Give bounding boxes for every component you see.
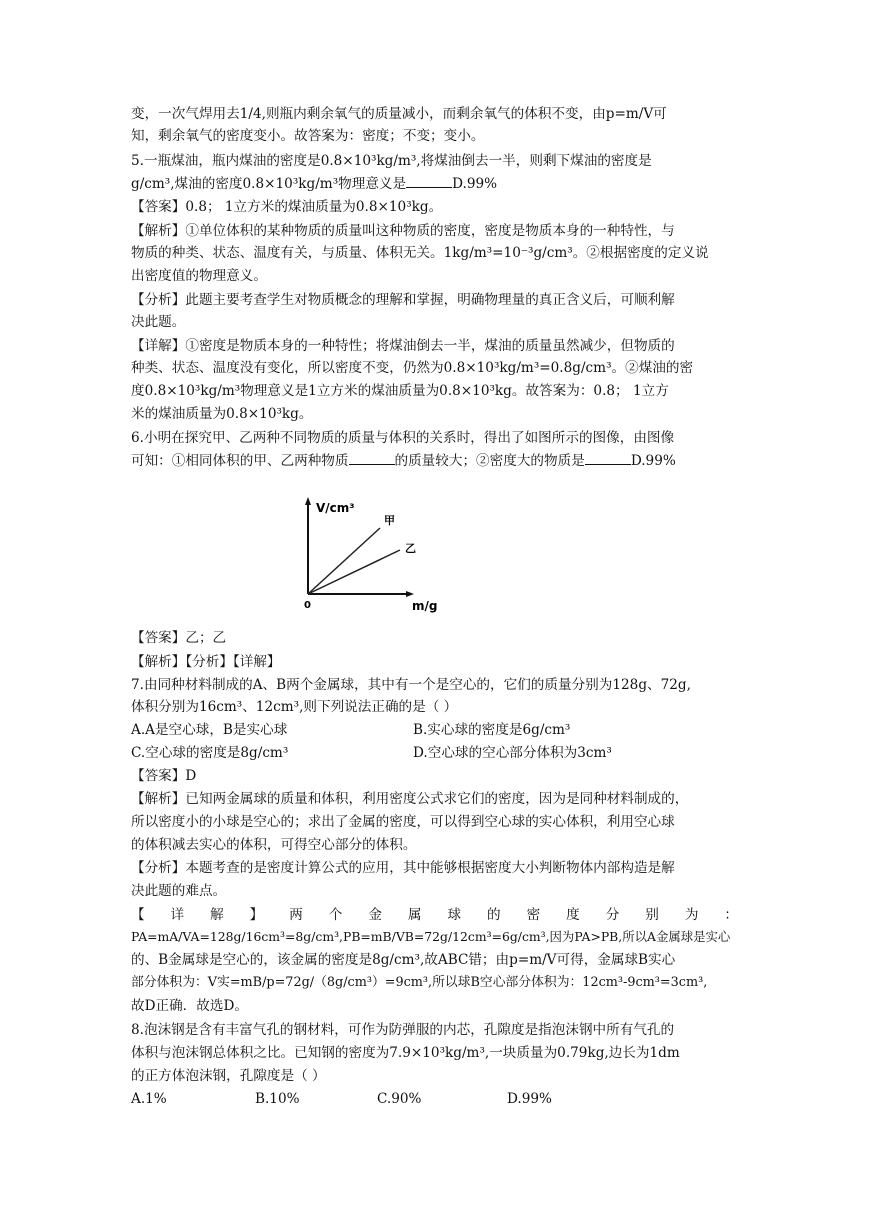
text-line: 故D正确．故选D。 bbox=[131, 998, 248, 1014]
text-line: 的、B金属球是空心的，该金属的密度是8g/cm³,故ABC错；由p=m/V可得，金属球B实心 bbox=[131, 952, 676, 968]
question-6: 6.小明在探究甲、乙两种不同物质的质量与体积的关系时，得出了如图所示的图像，由图像 bbox=[131, 430, 675, 446]
text-line: 体积分别为16cm³、12cm³,则下列说法正确的是（ ） bbox=[131, 699, 458, 715]
option-b: B.实心球的密度是6g/cm³ bbox=[413, 722, 571, 738]
line-jia bbox=[308, 528, 380, 594]
text-line: 决此题的难点。 bbox=[131, 883, 227, 899]
answer-blank bbox=[349, 451, 395, 465]
question-7: 7.由同种材料制成的A、B两个金属球，其中有一个是空心的，它们的质量分别为128g、72g, bbox=[131, 677, 691, 693]
text-line: 可知：①相同体积的甲、乙两种物质 的质量较大；②密度大的物质是 D.99% bbox=[131, 453, 676, 469]
answer-line: 【答案】D bbox=[131, 768, 197, 784]
origin-label: 0 bbox=[304, 600, 311, 611]
y-axis-label: V/cm³ bbox=[316, 501, 355, 515]
text-line: PA=mA/VA=128g/16cm³=8g/cm³,PB=mB/VB=72g/12cm³=6g/cm³,因为PA>PB,所以A金属球是实心 bbox=[131, 929, 731, 944]
text-line: 决此题。 bbox=[131, 314, 186, 330]
text-line: 度0.8×10³kg/m³物理意义是1立方米的煤油质量为0.8×10³kg。故答案为：0.8； 1立方 bbox=[131, 383, 669, 399]
text-line: 体积与泡沫钢总体积之比。已知钢的密度为7.9×10³kg/m³,一块质量为0.79kg,边长为1dm bbox=[131, 1045, 680, 1061]
text-line: 【分析】此题主要考查学生对物质概念的理解和掌握，明确物理量的真正含义后，可顺利解 bbox=[131, 292, 675, 308]
y-axis-arrow bbox=[305, 497, 311, 505]
label-yi: 乙 bbox=[405, 542, 416, 555]
answer-blank bbox=[585, 451, 631, 465]
answer-blank bbox=[406, 174, 452, 188]
line-yi bbox=[308, 550, 400, 594]
text-line: 【解析】【分析】【详解】 bbox=[131, 654, 281, 670]
mass-volume-graph bbox=[290, 494, 460, 619]
option-a: A.1% bbox=[131, 1091, 167, 1107]
text-line: 出密度值的物理意义。 bbox=[131, 268, 267, 284]
text-line: 部分体积为：V实=mB/p=72g/（8g/cm³）=9cm³,所以球B空心部分体积为：12cm³-9cm³=3cm³, bbox=[131, 975, 708, 990]
text-line: g/cm³,煤油的密度0.8×10³kg/m³物理意义是 D.99% bbox=[131, 176, 498, 192]
text-line: 【 详 解 】 两 个 金 属 球 的 密 度 分 别 为 ： bbox=[131, 907, 738, 923]
text-line: 变，一次气焊用去1/4,则瓶内剩余氧气的质量减小，而剩余氧气的体积不变，由p=m/V可 bbox=[131, 106, 667, 122]
option-d: D.空心球的空心部分体积为3cm³ bbox=[413, 745, 612, 761]
text-line: 知，剩余氧气的密度变小。故答案为：密度；不变；变小。 bbox=[131, 128, 485, 144]
option-b: B.10% bbox=[255, 1091, 300, 1107]
text-line: 所以密度小的小球是空心的；求出了金属的密度，可以得到空心球的实心体积，利用空心球 bbox=[131, 814, 675, 830]
x-axis-label: m/g bbox=[412, 599, 438, 613]
label-jia: 甲 bbox=[384, 514, 395, 527]
text-line: 【解析】已知两金属球的质量和体积，利用密度公式求它们的密度，因为是同种材料制成的， bbox=[131, 791, 689, 807]
text-line: 的正方体泡沫钢，孔隙度是（ ） bbox=[131, 1068, 326, 1084]
question-8: 8.泡沫钢是含有丰富气孔的钢材料，可作为防弹服的内芯，孔隙度是指泡沫钢中所有气孔的 bbox=[131, 1022, 675, 1038]
options-row bbox=[131, 742, 738, 764]
option-c: C.空心球的密度是8g/cm³ bbox=[131, 745, 289, 761]
text-line: 物质的种类、状态、温度有关，与质量、体积无关。1kg/m³=10⁻³g/cm³。②根据密度的定义说 bbox=[131, 245, 709, 261]
text-line: 的体积减去实心的体积，可得空心部分的体积。 bbox=[131, 837, 417, 853]
option-c: C.90% bbox=[377, 1091, 422, 1107]
options-row bbox=[131, 719, 738, 741]
question-5: 5.一瓶煤油，瓶内煤油的密度是0.8×10³kg/m³,将煤油倒去一半，则剩下煤油的密度是 bbox=[131, 153, 652, 169]
option-d: D.99% bbox=[507, 1091, 552, 1107]
answer-line: 【答案】0.8； 1立方米的煤油质量为0.8×10³kg。 bbox=[131, 199, 443, 215]
option-a: A.A是空心球，B是实心球 bbox=[131, 722, 288, 738]
text-line: 【详解】①密度是物质本身的一种特性；将煤油倒去一半，煤油的质量虽然减少，但物质的 bbox=[131, 338, 675, 354]
x-axis-arrow bbox=[406, 591, 414, 597]
text-line: 【解析】①单位体积的某种物质的质量叫这种物质的密度，密度是物质本身的一种特性，与 bbox=[131, 223, 675, 239]
text-line: 种类、状态、温度没有变化，所以密度不变，仍然为0.8×10³kg/m³=0.8g/cm³。②煤油的密 bbox=[131, 360, 694, 376]
answer-line: 【答案】乙；乙 bbox=[131, 630, 227, 646]
text-line: 米的煤油质量为0.8×10³kg。 bbox=[131, 406, 313, 422]
text-line: 【分析】本题考查的是密度计算公式的应用，其中能够根据密度大小判断物体内部构造是解 bbox=[131, 860, 675, 876]
